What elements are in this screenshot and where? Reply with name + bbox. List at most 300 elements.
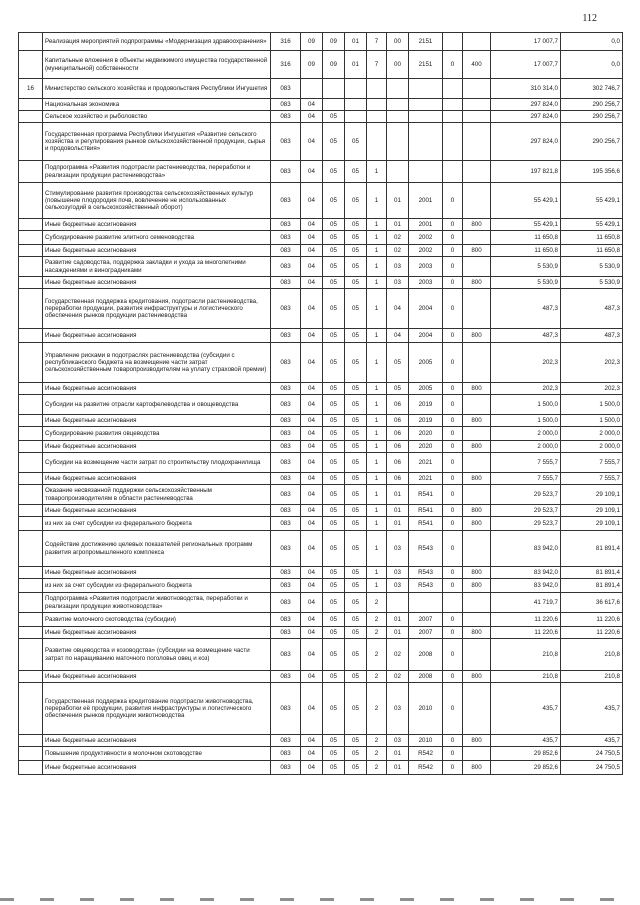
col-subprogram: 2	[367, 761, 387, 775]
col-grbs: 083	[271, 579, 301, 593]
budget-table	[18, 32, 623, 775]
col-direction: 2003	[409, 277, 443, 289]
row-index	[19, 51, 43, 79]
col-grbs: 083	[271, 289, 301, 329]
col-grbs: 083	[271, 219, 301, 231]
col-subprogram: 2	[367, 735, 387, 747]
col-extra: 0	[443, 761, 463, 775]
col-grbs: 083	[271, 517, 301, 531]
row-index	[19, 343, 43, 383]
col-expense-type: 400	[463, 51, 491, 79]
table-row	[19, 453, 623, 473]
col-event: 03	[387, 579, 409, 593]
col-sum-actual: 1 500,0	[561, 395, 623, 415]
col-program: 05	[345, 671, 367, 683]
col-pr: 05	[323, 453, 345, 473]
col-expense-type	[463, 79, 491, 99]
col-sum-actual: 302 746,7	[561, 79, 623, 99]
table-row	[19, 245, 623, 257]
col-expense-type: 800	[463, 415, 491, 427]
col-program: 05	[345, 761, 367, 775]
col-pr: 05	[323, 531, 345, 567]
col-sum-actual: 5 530,9	[561, 257, 623, 277]
table-row	[19, 99, 623, 111]
col-program: 05	[345, 427, 367, 441]
col-sum-plan: 487,3	[491, 289, 561, 329]
col-pr: 05	[323, 683, 345, 735]
col-sum-plan: 83 942,0	[491, 579, 561, 593]
col-sum-plan: 55 429,1	[491, 183, 561, 219]
col-pr: 05	[323, 219, 345, 231]
col-direction: 2019	[409, 415, 443, 427]
col-program: 05	[345, 517, 367, 531]
col-direction: 2010	[409, 683, 443, 735]
col-subprogram: 1	[367, 531, 387, 567]
col-rz: 04	[301, 231, 323, 245]
col-extra: 0	[443, 517, 463, 531]
table-row	[19, 219, 623, 231]
col-pr: 09	[323, 51, 345, 79]
col-subprogram	[367, 111, 387, 123]
col-pr: 05	[323, 395, 345, 415]
row-index	[19, 627, 43, 639]
col-pr: 05	[323, 427, 345, 441]
col-expense-type	[463, 289, 491, 329]
col-extra: 0	[443, 257, 463, 277]
row-name: Развитие садоводства, поддержка закладки и ухода за многолетними насаждениями и виноградниками	[43, 257, 271, 277]
col-direction: 2001	[409, 219, 443, 231]
col-program: 01	[345, 51, 367, 79]
col-pr: 05	[323, 415, 345, 427]
col-direction: 2004	[409, 329, 443, 343]
col-extra	[443, 111, 463, 123]
col-sum-plan: 29 523,7	[491, 485, 561, 505]
row-name: Подпрограмма «Развития подотрасли животноводства, переработки и реализации продукции животноводства»	[43, 593, 271, 613]
col-grbs: 083	[271, 627, 301, 639]
col-event: 02	[387, 245, 409, 257]
col-sum-plan: 297 824,0	[491, 111, 561, 123]
col-subprogram: 1	[367, 395, 387, 415]
col-rz: 04	[301, 505, 323, 517]
col-direction	[409, 161, 443, 183]
row-name: Иные бюджетные ассигнования	[43, 627, 271, 639]
col-sum-actual: 55 429,1	[561, 219, 623, 231]
col-sum-actual: 5 530,9	[561, 277, 623, 289]
table-row	[19, 567, 623, 579]
row-index	[19, 245, 43, 257]
row-name: Сельское хозяйство и рыболовство	[43, 111, 271, 123]
col-sum-plan: 17 007,7	[491, 51, 561, 79]
row-name: Национальная экономика	[43, 99, 271, 111]
col-grbs: 083	[271, 123, 301, 161]
col-grbs: 083	[271, 257, 301, 277]
col-event: 05	[387, 383, 409, 395]
col-program: 05	[345, 505, 367, 517]
col-rz: 04	[301, 485, 323, 505]
row-index	[19, 567, 43, 579]
row-name: Государственная программа Республики Ингушетия «Развитие сельского хозяйства и регулирования рынков сельскохозяйственной продукции, сырья и продовольствия»	[43, 123, 271, 161]
col-extra: 0	[443, 747, 463, 761]
col-subprogram: 1	[367, 567, 387, 579]
row-index	[19, 517, 43, 531]
col-rz: 04	[301, 99, 323, 111]
col-sum-plan: 435,7	[491, 735, 561, 747]
col-program: 05	[345, 639, 367, 671]
col-rz: 04	[301, 183, 323, 219]
col-program: 05	[345, 161, 367, 183]
row-index	[19, 289, 43, 329]
col-pr: 05	[323, 613, 345, 627]
col-pr: 05	[323, 245, 345, 257]
col-direction: R543	[409, 567, 443, 579]
row-index	[19, 735, 43, 747]
col-sum-plan: 297 824,0	[491, 123, 561, 161]
col-rz: 04	[301, 517, 323, 531]
col-subprogram	[367, 123, 387, 161]
col-sum-actual: 55 429,1	[561, 183, 623, 219]
col-expense-type: 800	[463, 627, 491, 639]
col-expense-type: 800	[463, 761, 491, 775]
col-extra: 0	[443, 383, 463, 395]
col-expense-type	[463, 485, 491, 505]
col-pr: 05	[323, 161, 345, 183]
col-rz: 04	[301, 639, 323, 671]
col-pr: 09	[323, 33, 345, 51]
col-sum-plan: 2 000,0	[491, 441, 561, 453]
col-program	[345, 111, 367, 123]
col-direction	[409, 593, 443, 613]
col-pr: 05	[323, 231, 345, 245]
col-direction	[409, 79, 443, 99]
col-expense-type	[463, 33, 491, 51]
col-expense-type	[463, 531, 491, 567]
col-extra: 0	[443, 683, 463, 735]
col-event: 03	[387, 531, 409, 567]
table-row	[19, 79, 623, 99]
row-name: Иные бюджетные ассигнования	[43, 473, 271, 485]
col-extra: 0	[443, 219, 463, 231]
col-expense-type: 800	[463, 383, 491, 395]
table-row	[19, 627, 623, 639]
col-expense-type: 800	[463, 329, 491, 343]
col-program: 05	[345, 383, 367, 395]
row-index	[19, 277, 43, 289]
col-sum-actual: 195 356,6	[561, 161, 623, 183]
col-sum-actual: 435,7	[561, 683, 623, 735]
col-extra: 0	[443, 245, 463, 257]
col-grbs: 083	[271, 613, 301, 627]
col-event: 06	[387, 415, 409, 427]
col-expense-type	[463, 343, 491, 383]
col-sum-plan: 297 824,0	[491, 99, 561, 111]
row-name: Иные бюджетные ассигнования	[43, 245, 271, 257]
col-grbs: 083	[271, 329, 301, 343]
table-row	[19, 289, 623, 329]
col-subprogram: 1	[367, 183, 387, 219]
col-program: 05	[345, 441, 367, 453]
col-event	[387, 99, 409, 111]
col-extra: 0	[443, 51, 463, 79]
row-index	[19, 111, 43, 123]
col-pr: 05	[323, 639, 345, 671]
col-expense-type	[463, 747, 491, 761]
row-name: Государственная поддержка кредитования, подотрасли растениеводства, переработки продукции, развития инфраструктуры и логистического обеспечения рынков продукции растениеводства	[43, 289, 271, 329]
col-extra: 0	[443, 277, 463, 289]
table-row	[19, 111, 623, 123]
row-name: Иные бюджетные ассигнования	[43, 383, 271, 395]
col-sum-actual: 210,8	[561, 639, 623, 671]
col-expense-type	[463, 639, 491, 671]
row-name: Иные бюджетные ассигнования	[43, 735, 271, 747]
col-subprogram: 1	[367, 161, 387, 183]
col-pr: 05	[323, 277, 345, 289]
col-subprogram: 1	[367, 219, 387, 231]
col-program: 05	[345, 473, 367, 485]
col-rz: 04	[301, 161, 323, 183]
col-rz: 04	[301, 683, 323, 735]
col-event: 04	[387, 329, 409, 343]
table-row	[19, 231, 623, 245]
col-sum-actual: 487,3	[561, 289, 623, 329]
table-row	[19, 383, 623, 395]
row-index	[19, 613, 43, 627]
row-index	[19, 161, 43, 183]
col-rz: 04	[301, 289, 323, 329]
col-sum-plan: 5 530,9	[491, 277, 561, 289]
row-index	[19, 761, 43, 775]
col-direction: 2008	[409, 671, 443, 683]
col-expense-type	[463, 183, 491, 219]
col-rz: 04	[301, 219, 323, 231]
col-pr: 05	[323, 761, 345, 775]
col-sum-actual: 202,3	[561, 343, 623, 383]
table-row	[19, 51, 623, 79]
row-name: Иные бюджетные ассигнования	[43, 415, 271, 427]
col-rz: 04	[301, 245, 323, 257]
col-direction: R543	[409, 579, 443, 593]
col-subprogram: 1	[367, 517, 387, 531]
row-index	[19, 441, 43, 453]
col-rz: 04	[301, 613, 323, 627]
col-sum-actual: 435,7	[561, 735, 623, 747]
col-event: 01	[387, 613, 409, 627]
row-name: Субсидии на развитие отрасли картофелеводства и овощеводства	[43, 395, 271, 415]
col-subprogram: 1	[367, 245, 387, 257]
col-pr: 05	[323, 289, 345, 329]
col-rz: 04	[301, 415, 323, 427]
col-sum-actual: 29 109,1	[561, 505, 623, 517]
col-program: 05	[345, 289, 367, 329]
col-extra: 0	[443, 453, 463, 473]
col-direction: R541	[409, 505, 443, 517]
col-program: 05	[345, 747, 367, 761]
col-direction	[409, 111, 443, 123]
col-grbs: 083	[271, 485, 301, 505]
col-sum-actual: 29 109,1	[561, 517, 623, 531]
col-event: 01	[387, 747, 409, 761]
row-index	[19, 415, 43, 427]
row-index	[19, 329, 43, 343]
row-index	[19, 473, 43, 485]
col-event: 01	[387, 219, 409, 231]
col-event: 03	[387, 735, 409, 747]
table-row	[19, 329, 623, 343]
col-pr: 05	[323, 441, 345, 453]
table-row	[19, 639, 623, 671]
col-expense-type	[463, 123, 491, 161]
col-extra: 0	[443, 735, 463, 747]
col-program: 05	[345, 531, 367, 567]
table-row	[19, 747, 623, 761]
row-index	[19, 747, 43, 761]
col-rz: 04	[301, 567, 323, 579]
row-name: Оказание несвязанной поддержки сельскохозяйственным товаропроизводителям в области растениеводства	[43, 485, 271, 505]
col-subprogram: 1	[367, 289, 387, 329]
col-direction: 2020	[409, 427, 443, 441]
col-event: 02	[387, 671, 409, 683]
col-sum-plan: 11 220,6	[491, 613, 561, 627]
row-index	[19, 453, 43, 473]
row-name: Иные бюджетные ассигнования	[43, 567, 271, 579]
col-sum-plan: 435,7	[491, 683, 561, 735]
col-event: 02	[387, 639, 409, 671]
col-rz: 04	[301, 427, 323, 441]
col-sum-actual: 290 256,7	[561, 123, 623, 161]
col-direction: 2004	[409, 289, 443, 329]
row-name: Иные бюджетные ассигнования	[43, 671, 271, 683]
col-subprogram: 2	[367, 639, 387, 671]
col-sum-actual: 7 555,7	[561, 453, 623, 473]
col-sum-plan: 55 429,1	[491, 219, 561, 231]
col-rz: 09	[301, 51, 323, 79]
col-extra: 0	[443, 289, 463, 329]
row-index	[19, 123, 43, 161]
table-row	[19, 613, 623, 627]
col-grbs: 083	[271, 79, 301, 99]
col-extra	[443, 161, 463, 183]
col-event: 01	[387, 761, 409, 775]
col-program: 05	[345, 735, 367, 747]
col-expense-type: 800	[463, 245, 491, 257]
col-grbs: 316	[271, 51, 301, 79]
row-name: Иные бюджетные ассигнования	[43, 761, 271, 775]
col-direction: 2151	[409, 51, 443, 79]
col-extra: 0	[443, 531, 463, 567]
col-extra	[443, 99, 463, 111]
row-index	[19, 99, 43, 111]
col-expense-type	[463, 395, 491, 415]
col-subprogram: 7	[367, 51, 387, 79]
col-direction: 2003	[409, 257, 443, 277]
col-extra	[443, 593, 463, 613]
col-sum-plan: 202,3	[491, 383, 561, 395]
row-name: Содействие достижению целевых показателей региональных программ развития агропромышленного комплекса	[43, 531, 271, 567]
row-index	[19, 219, 43, 231]
col-pr	[323, 79, 345, 99]
col-sum-actual: 7 555,7	[561, 473, 623, 485]
col-grbs: 083	[271, 427, 301, 441]
col-event: 00	[387, 51, 409, 79]
col-expense-type: 800	[463, 517, 491, 531]
col-subprogram: 2	[367, 671, 387, 683]
col-rz: 04	[301, 735, 323, 747]
row-index	[19, 683, 43, 735]
col-extra: 0	[443, 441, 463, 453]
row-name: Развитие молочного скотоводства (субсидии)	[43, 613, 271, 627]
col-program: 05	[345, 627, 367, 639]
table-row	[19, 517, 623, 531]
col-event: 05	[387, 343, 409, 383]
col-rz: 04	[301, 627, 323, 639]
scan-artifact	[0, 898, 640, 901]
col-program: 05	[345, 257, 367, 277]
col-program: 05	[345, 683, 367, 735]
table-row	[19, 441, 623, 453]
row-name: Иные бюджетные ассигнования	[43, 329, 271, 343]
col-extra: 0	[443, 183, 463, 219]
col-rz: 04	[301, 453, 323, 473]
col-pr: 05	[323, 567, 345, 579]
col-pr: 05	[323, 593, 345, 613]
col-direction: 2021	[409, 453, 443, 473]
table-row	[19, 485, 623, 505]
col-event: 00	[387, 33, 409, 51]
col-sum-plan: 29 523,7	[491, 505, 561, 517]
col-extra: 0	[443, 329, 463, 343]
col-event	[387, 79, 409, 99]
col-grbs: 083	[271, 231, 301, 245]
col-direction: 2151	[409, 33, 443, 51]
col-pr: 05	[323, 747, 345, 761]
col-grbs: 083	[271, 683, 301, 735]
col-expense-type: 800	[463, 735, 491, 747]
col-program: 05	[345, 343, 367, 383]
col-extra: 0	[443, 343, 463, 383]
col-extra: 0	[443, 485, 463, 505]
col-expense-type	[463, 231, 491, 245]
col-event: 01	[387, 183, 409, 219]
col-expense-type: 800	[463, 441, 491, 453]
table-row	[19, 415, 623, 427]
col-expense-type: 800	[463, 671, 491, 683]
row-index	[19, 383, 43, 395]
table-row	[19, 257, 623, 277]
col-subprogram: 7	[367, 33, 387, 51]
col-event: 03	[387, 567, 409, 579]
table-row	[19, 343, 623, 383]
col-grbs: 083	[271, 395, 301, 415]
col-pr: 05	[323, 383, 345, 395]
col-event: 03	[387, 277, 409, 289]
col-program: 05	[345, 453, 367, 473]
col-grbs: 083	[271, 735, 301, 747]
table-row	[19, 761, 623, 775]
col-sum-actual: 24 750,5	[561, 761, 623, 775]
col-expense-type	[463, 453, 491, 473]
col-program: 05	[345, 231, 367, 245]
col-sum-plan: 29 523,7	[491, 517, 561, 531]
row-name: Субсидирование развития овцеводства	[43, 427, 271, 441]
col-expense-type: 800	[463, 473, 491, 485]
col-program: 05	[345, 277, 367, 289]
col-sum-plan: 210,8	[491, 639, 561, 671]
col-subprogram	[367, 79, 387, 99]
col-rz: 04	[301, 383, 323, 395]
table-row	[19, 531, 623, 567]
col-direction: R542	[409, 747, 443, 761]
col-expense-type: 800	[463, 219, 491, 231]
col-event	[387, 161, 409, 183]
